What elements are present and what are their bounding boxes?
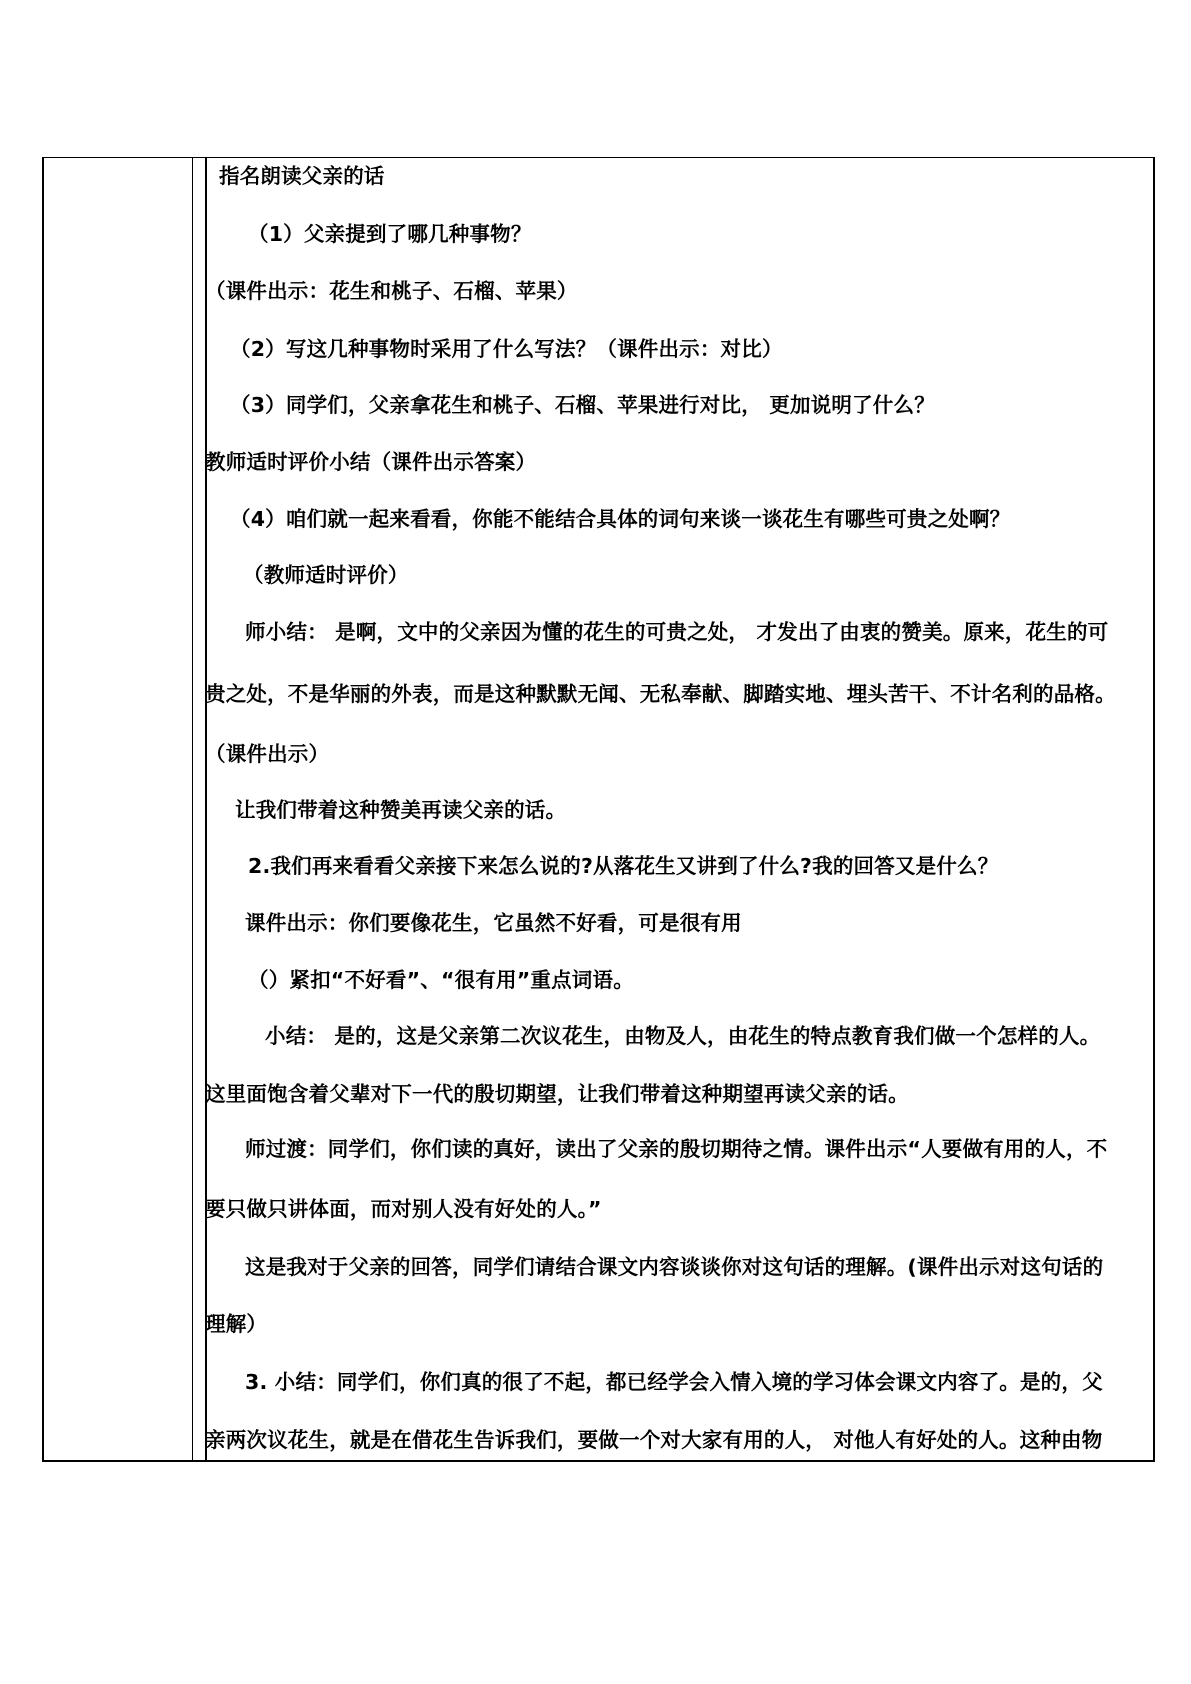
text-line: 要只做只讲体面，而对别人没有好处的人。” <box>205 1197 602 1221</box>
text-line: 理解） <box>205 1312 268 1336</box>
table-left-column <box>44 158 193 1460</box>
text-line: 师过渡：同学们，你们读的真好，读出了父亲的殷切期待之情。课件出示“人要做有用的人，不 <box>245 1137 1108 1161</box>
text-line: 这是我对于父亲的回答，同学们请结合课文内容谈谈你对这句话的理解。(课件出示对这句话的 <box>245 1255 1104 1279</box>
text-line: （教师适时评价） <box>243 563 409 587</box>
text-line: 师小结： 是啊，文中的父亲因为懂的花生的可贵之处， 才发出了由衷的赞美。原来，花生的可 <box>245 620 1109 644</box>
text-line: （3）同学们，父亲拿花生和桃子、石榴、苹果进行对比， 更加说明了什么？ <box>230 393 935 417</box>
text-line: 这里面饱含着父辈对下一代的殷切期望，让我们带着这种期望再读父亲的话。 <box>205 1082 909 1106</box>
text-line: （4）咱们就一起来看看，你能不能结合具体的词句来谈一谈花生有哪些可贵之处啊？ <box>230 507 1011 531</box>
text-line: （课件出示） <box>205 742 330 766</box>
text-line: 小结： 是的，这是父亲第二次议花生，由物及人，由花生的特点教育我们做一个怎样的人。 <box>265 1024 1101 1048</box>
text-line: 让我们带着这种赞美再读父亲的话。 <box>235 798 567 822</box>
text-line: 亲两次议花生，就是在借花生告诉我们，要做一个对大家有用的人， 对他人有好处的人。这种由物 <box>205 1428 1103 1452</box>
text-line: （1）父亲提到了哪几种事物？ <box>248 222 532 246</box>
text-line: 指名朗读父亲的话 <box>219 164 385 188</box>
text-line: 课件出示：你们要像花生，它虽然不好看，可是很有用 <box>245 911 742 935</box>
text-line: （）紧扣“不好看”、“很有用”重点词语。 <box>248 968 634 992</box>
text-line: 2.我们再来看看父亲接下来怎么说的?从落花生又讲到了什么?我的回答又是什么？ <box>248 854 999 878</box>
text-line: （2）写这几种事物时采用了什么写法？（课件出示：对比） <box>230 337 783 361</box>
text-line: 贵之处，不是华丽的外表，而是这种默默无闻、无私奉献、脚踏实地、埋头苦干、不计名利的品格。 <box>205 682 1116 706</box>
text-line: 3. 小结：同学们，你们真的很了不起，都已经学会入情入境的学习体会课文内容了。是的，父 <box>245 1370 1103 1394</box>
text-line: （课件出示：花生和桃子、石榴、苹果） <box>205 279 578 303</box>
text-line: 教师适时评价小结（课件出示答案） <box>205 450 537 474</box>
lesson-content <box>205 157 1145 1462</box>
